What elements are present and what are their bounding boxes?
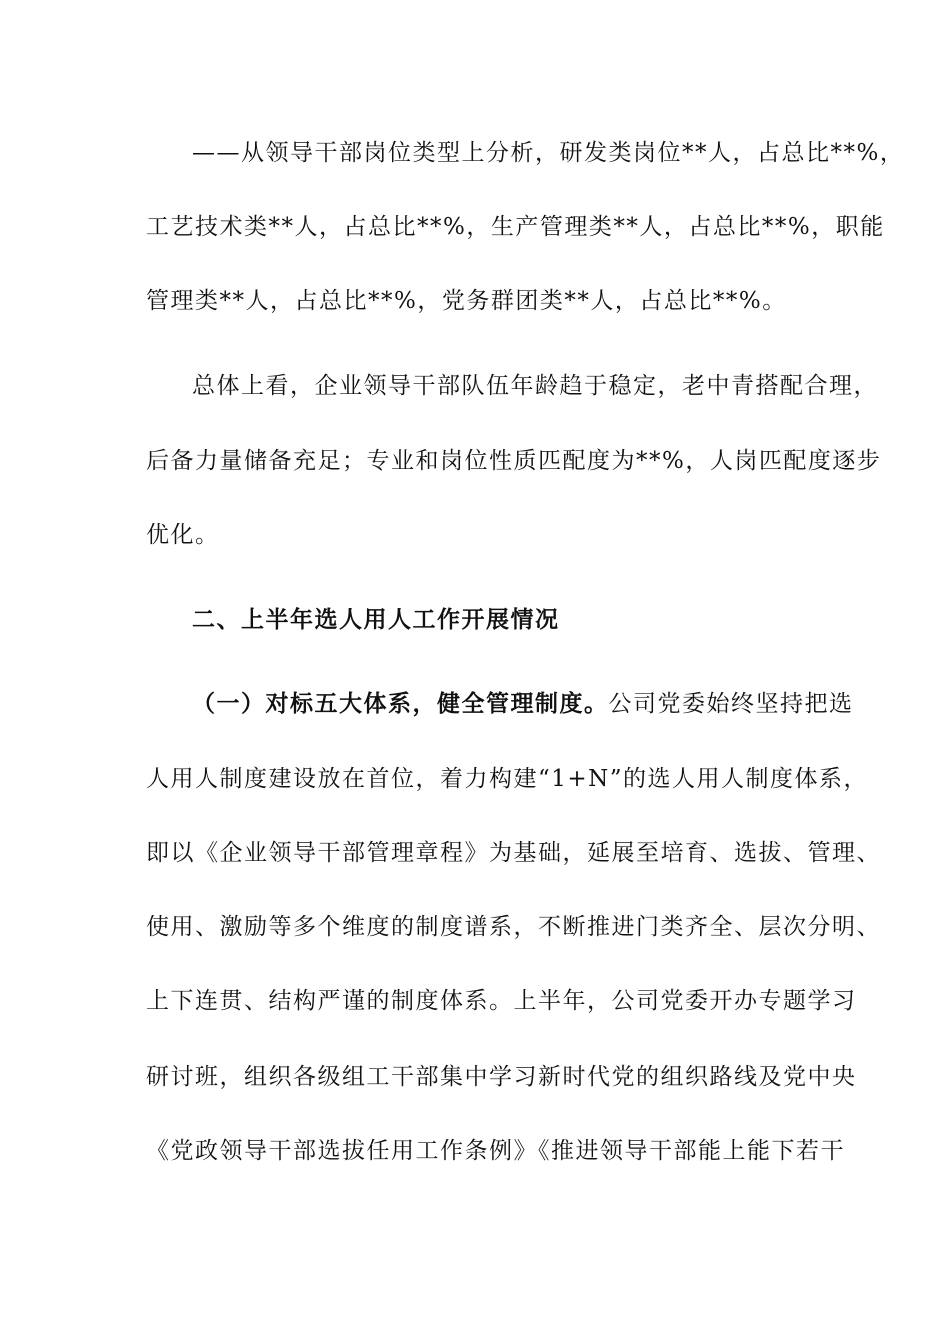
- section-heading: 二、上半年选人用人工作开展情况: [192, 607, 560, 633]
- paragraph-2-line-1: 总体上看，企业领导干部队伍年龄趋于稳定，老中青搭配合理，: [192, 373, 878, 399]
- paragraph-1-line-2: 工艺技术类**人，占总比**%，生产管理类**人，占总比**%，职能: [146, 214, 885, 240]
- paragraph-1-line-3: 管理类**人，占总比**%，党务群团类**人，占总比**%。: [146, 288, 787, 314]
- subsection-line-1: [192, 689, 862, 719]
- subsection-line-2: 人用人制度建设放在首位，着力构建“1+N”的选人用人制度体系，: [146, 766, 869, 792]
- subsection-bold-lead: （一）对标五大体系，健全管理制度。: [192, 691, 609, 717]
- paragraph-1-line-1: ——从领导干部岗位类型上分析，研发类岗位**人，占总比**%，: [192, 140, 905, 166]
- subsection-first-line-rest: 公司党委始终坚持把选: [608, 691, 854, 717]
- subsection-line-4: 使用、激励等多个维度的制度谱系，不断推进门类齐全、层次分明、: [146, 914, 881, 940]
- subsection-line-5: 上下连贯、结构严谨的制度体系。上半年，公司党委开办专题学习: [146, 988, 857, 1014]
- paragraph-2-line-3: 优化。: [146, 522, 220, 548]
- subsection-line-7: 《党政领导干部选拔任用工作条例》《推进领导干部能上能下若干: [146, 1138, 845, 1164]
- subsection-line-3: 即以《企业领导干部管理章程》为基础，延展至培育、选拔、管理、: [146, 840, 881, 866]
- subsection-line-6: 研讨班，组织各级组工干部集中学习新时代党的组织路线及党中央: [146, 1064, 857, 1090]
- paragraph-2-line-2: 后备力量储备充足；专业和岗位性质匹配度为**%，人岗匹配度逐步: [146, 448, 882, 474]
